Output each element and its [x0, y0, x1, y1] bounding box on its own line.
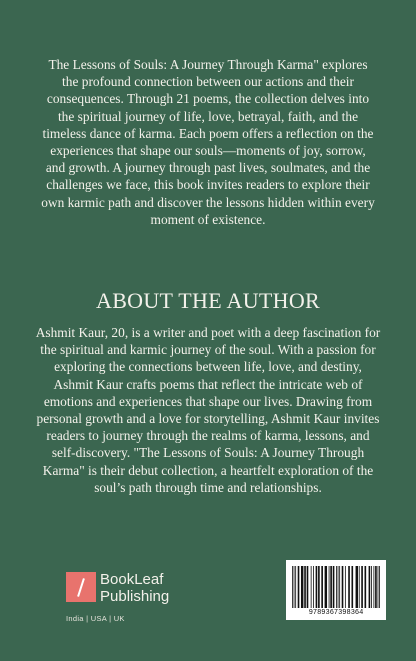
- isbn-number: 9789367398364: [308, 609, 364, 617]
- barcode-bars: [292, 566, 380, 608]
- publisher-regions: India | USA | UK: [66, 614, 125, 623]
- about-author-heading: ABOUT THE AUTHOR: [96, 288, 320, 313]
- publisher-name-line1: BookLeaf: [100, 571, 164, 588]
- author-bio: Ashmit Kaur, 20, is a writer and poet with a deep fascination for the spiritual and karmic journey of the soul. With a passion for exploring the connections between life, love, and destiny, Ashmit Kaur crafts poems that reflect the intricate web of emotions and experiences that shape our lives. Drawing from personal growth and a love for storytelling, Ashmit Kaur invites readers to journey through the realms of karma, lessons, and self-discovery. "The Lessons of Souls: A Journey Through Karma" is their debut collection, a heartfelt exploration of the soul’s path through time and relationships.: [35, 325, 381, 495]
- publisher-logo: [66, 572, 216, 642]
- isbn-barcode: [286, 560, 386, 620]
- publisher-name-line2: Publishing: [100, 588, 170, 605]
- book-blurb: The Lessons of Souls: A Journey Through Karma" explores the profound connection between our actions and their consequences. Through 21 poems, the collection delves into the spiritual journey of life, love, betrayal, faith, and the timeless dance of karma. Each poem offers a reflection on the experiences that shape our souls—moments of joy, sorrow, and growth. A journey through past lives, soulmates, and the challenges we face, this book invites readers to explore their own karmic path and discover the lessons hidden within every moment of existence.: [41, 57, 375, 227]
- slash-logo-icon: [66, 572, 96, 602]
- publisher-name: [100, 571, 169, 605]
